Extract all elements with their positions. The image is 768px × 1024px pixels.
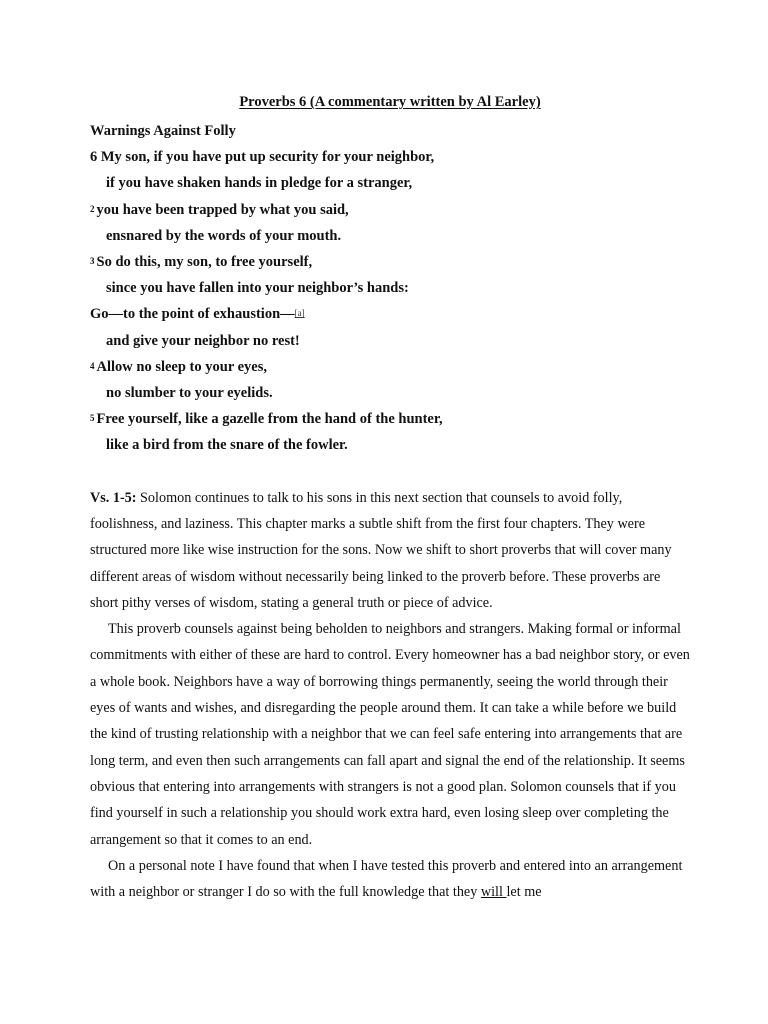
paragraph-text: On a personal note I have found that when I have tested this proverb and entered into an arrangement with a neighbor or stranger I do so with the full knowledge that they (90, 857, 683, 901)
verse-line: no slumber to your eyelids. (106, 385, 273, 402)
verse-line: if you have shaken hands in pledge for a stranger, (106, 175, 413, 192)
verse-line: like a bird from the snare of the fowler. (106, 437, 348, 454)
footnote-link[interactable]: [a] (294, 308, 305, 319)
verse-text: Free yourself, like a gazelle from the hand of the hunter, (96, 411, 443, 428)
verse-line (90, 406, 690, 432)
section-heading: Warnings Against Folly (90, 123, 236, 139)
commentary-body (90, 485, 690, 906)
commentary-paragraph (90, 485, 690, 616)
verse-text: Go—to the point of exhaustion— (90, 306, 295, 323)
verse-line (90, 197, 690, 223)
document-title: Proverbs 6 (A commentary written by Al Earley) (239, 94, 541, 110)
verse-line: since you have fallen into your neighbor’s hands: (106, 280, 409, 297)
scripture-passage (90, 118, 690, 459)
verse-line (90, 301, 690, 327)
underlined-word: will (480, 884, 507, 901)
verse-line (90, 354, 690, 380)
verse-line (90, 249, 690, 275)
verse-text: Allow no sleep to your eyes, (96, 358, 268, 375)
paragraph-text: Solomon continues to talk to his sons in this next section that counsels to avoid folly, foolishness, and laziness. This chapter marks a subtle shift from the first four chapters. They were structured more like wise instruction for the sons. Now we shift to short proverbs that will cover many different areas of wisdom without necessarily being linked to the proverb before. These proverbs are short pithy verses of wisdom, stating a general truth or piece of advice. (90, 489, 672, 611)
commentary-paragraph (90, 853, 690, 906)
verse-line: ensnared by the words of your mouth. (106, 227, 342, 244)
verse-range-label: Vs. 1-5: (90, 489, 137, 506)
verse-text: you have been trapped by what you said, (96, 201, 349, 218)
verse-text: So do this, my son, to free yourself, (96, 254, 313, 271)
verse-line: 6 My son, if you have put up security for your neighbor, (90, 149, 435, 166)
verse-number: 5 (90, 413, 95, 424)
commentary-paragraph: This proverb counsels against being beholden to neighbors and strangers. Making formal or informal commitments with either of these are hard to control. Every homeowner has a bad neighbor story, or even a whole book. Neighbors have a way of borrowing things permanently, seeing the world through their eyes of wants and wishes, and disregarding the people around them. It can take a while before we build the kind of trusting relationship with a neighbor that we can feel safe entering into arrangements that are long term, and even then such arrangements can fall apart and signal the end of the relationship. It seems obvious that entering into arrangements with strangers is not a good plan. Solomon counsels that if you find yourself in such a relationship you should work extra hard, even losing sleep over completing the arrangement so that it comes to an end. (90, 621, 690, 848)
verse-number: 2 (90, 203, 95, 214)
paragraph-text: let me (506, 884, 542, 901)
verse-line: and give your neighbor no rest! (106, 332, 300, 349)
verse-number: 4 (90, 360, 95, 371)
verse-number: 3 (90, 256, 95, 267)
document-page (90, 92, 690, 905)
